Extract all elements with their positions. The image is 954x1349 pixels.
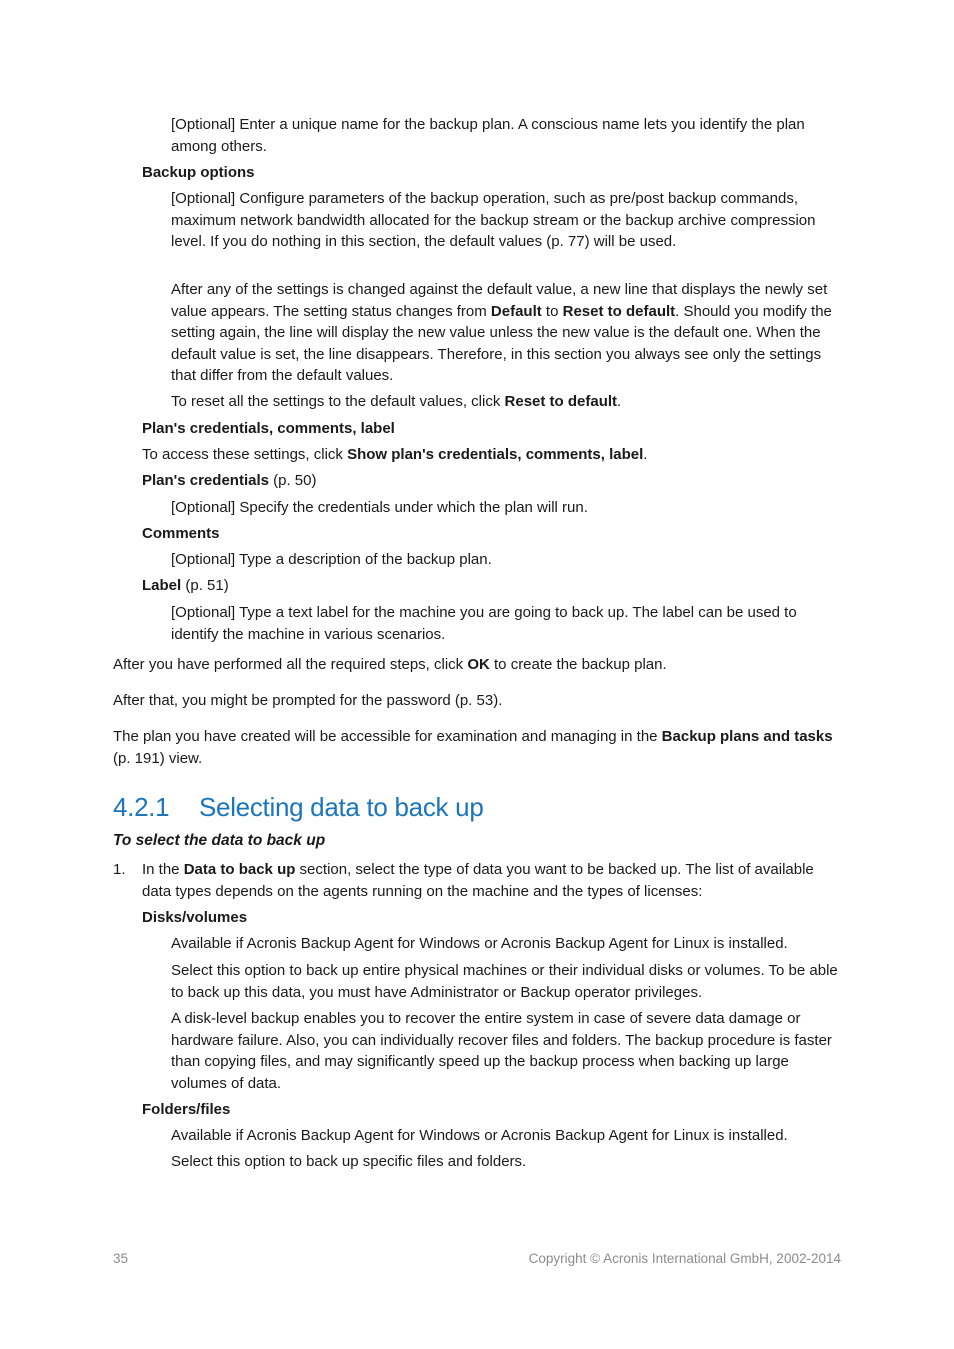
backup-options-label: Backup options xyxy=(142,164,255,181)
after-steps-text: After you have performed all the required steps, click OK to create the backup plan. xyxy=(113,656,667,673)
copyright-notice: Copyright © Acronis International GmbH, 2002-2014 xyxy=(528,1251,841,1266)
folders-availability-text: Available if Acronis Backup Agent for Windows or Acronis Backup Agent for Linux is installed. xyxy=(171,1127,788,1144)
folders-files-label: Folders/files xyxy=(142,1101,231,1118)
reset-instruction: To reset all the settings to the default values, click Reset to default. xyxy=(171,393,622,410)
disks-volumes-label: Disks/volumes xyxy=(142,909,248,926)
backup-plans-term: Backup plans and tasks xyxy=(661,728,833,745)
step-text: In the Data to back up section, select the type of data you want to be backed up. The list of available data types depends on the agents running on the machine and the types of licenses: xyxy=(142,861,814,900)
plan-access-text: The plan you have created will be accessible for examination and managing in the Backup plans and tasks (p. 191) view. xyxy=(113,728,833,767)
section-title: Selecting data to back up xyxy=(199,792,484,822)
credentials-section-label: Plan's credentials, comments, label xyxy=(142,420,395,437)
data-to-back-up-term: Data to back up xyxy=(183,861,296,878)
plan-credentials-text: [Optional] Specify the credentials under which the plan will run. xyxy=(171,499,588,516)
ok-term: OK xyxy=(467,656,490,673)
show-credentials-term: Show plan's credentials, comments, label xyxy=(347,446,644,463)
step-number: 1. xyxy=(113,861,126,878)
label-label: Label (p. 51) xyxy=(142,577,229,594)
section-number: 4.2.1 xyxy=(113,792,170,822)
comments-label: Comments xyxy=(142,525,220,542)
comments-text: [Optional] Type a description of the backup plan. xyxy=(171,551,492,568)
reset-to-default-term: Reset to default xyxy=(504,393,618,410)
backup-options-status-text: After any of the settings is changed against the default value, a new line that displays the newly set value appears. The setting status changes from Default to Reset to default. Should you modify the setting again, the line will display the new value unless the new value is the default one. When the default value is set, the line disappears. Therefore, in this section you always see only the settings that differ from the default values. xyxy=(171,281,832,384)
reset-to-default-term: Reset to default xyxy=(562,302,676,320)
disks-select-text: Select this option to back up entire physical machines or their individual disks or volumes. To be able to back up this data, you must have Administrator or Backup operator privileges. xyxy=(171,962,838,1001)
section-heading xyxy=(113,792,483,823)
backup-options-text: [Optional] Configure parameters of the backup operation, such as pre/post backup commands, maximum network bandwidth allocated for the backup stream or the backup archive compression level. If you do nothing in this section, the default values (p. 77) will be used. xyxy=(171,190,816,250)
plan-credentials-label: Plan's credentials (p. 50) xyxy=(142,472,317,489)
procedure-title: To select the data to back up xyxy=(113,832,326,849)
folders-select-text: Select this option to back up specific files and folders. xyxy=(171,1153,527,1170)
credentials-access-text: To access these settings, click Show plan's credentials, comments, label. xyxy=(142,446,648,463)
page-number: 35 xyxy=(113,1251,129,1266)
password-prompt-text: After that, you might be prompted for the password (p. 53). xyxy=(113,692,503,709)
optional-name-text: [Optional] Enter a unique name for the backup plan. A conscious name lets you identify the plan among others. xyxy=(171,116,805,155)
disks-availability-text: Available if Acronis Backup Agent for Windows or Acronis Backup Agent for Linux is installed. xyxy=(171,935,788,952)
disks-description-text: A disk-level backup enables you to recover the entire system in case of severe data damage or hardware failure. Also, you can individually recover files and folders. The backup procedure is faster than copying files, and may significantly speed up the backup process when backing up large volumes of data. xyxy=(171,1010,832,1092)
default-term: Default xyxy=(490,302,542,320)
label-text: [Optional] Type a text label for the machine you are going to back up. The label can be used to identify the machine in various scenarios. xyxy=(171,604,797,643)
